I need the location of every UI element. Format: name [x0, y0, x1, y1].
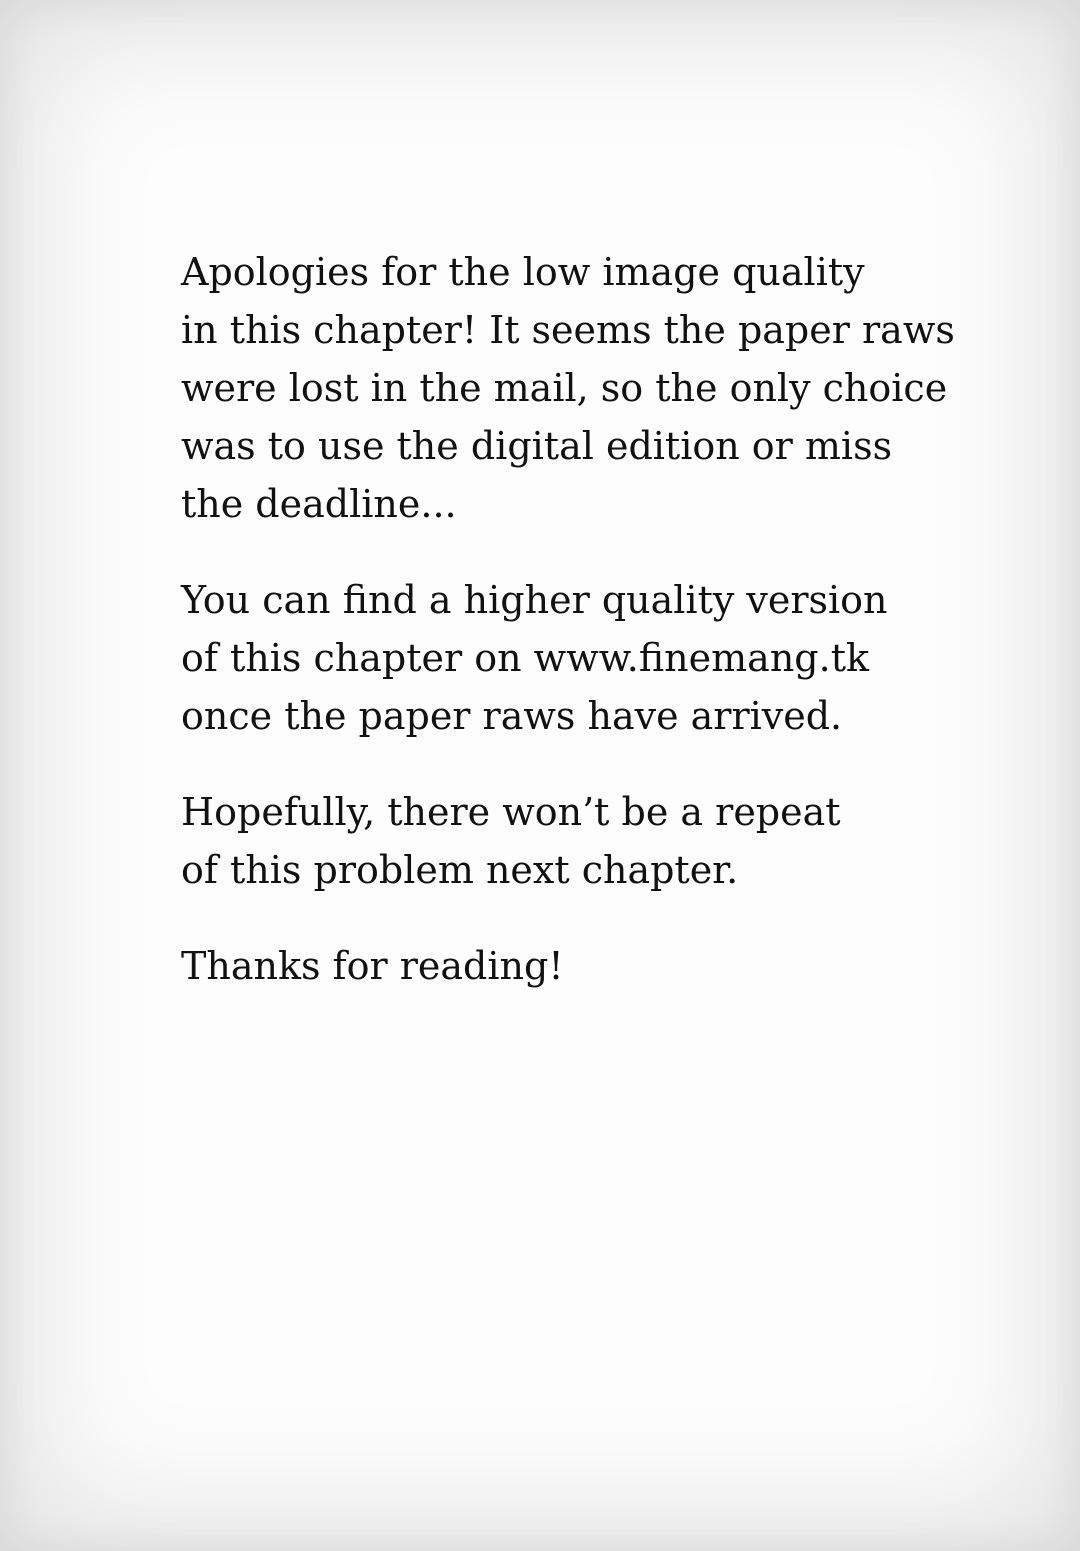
text-line: once the paper raws have arrived. [181, 694, 843, 738]
text-line: You can find a higher quality version [181, 578, 888, 622]
text-line: Hopefully, there won’t be a repeat [181, 790, 841, 834]
text-line: was to use the digital edition or miss [181, 424, 893, 468]
text-line: Thanks for reading! [181, 944, 564, 988]
text-line: of this chapter on www.finemang.tk [181, 636, 869, 680]
scanlation-note [181, 243, 955, 995]
text-line: were lost in the mail, so the only choice [181, 366, 948, 410]
paragraph-hopefully [181, 783, 941, 899]
text-line: in this chapter! It seems the paper raws [181, 308, 955, 352]
text-line: Apologies for the low image quality [181, 250, 865, 294]
text-line: of this problem next chapter. [181, 848, 739, 892]
paragraph-apology [181, 243, 955, 533]
paragraph-higher-quality [181, 571, 941, 745]
paragraph-thanks [181, 937, 941, 995]
text-line: the deadline... [181, 482, 457, 526]
